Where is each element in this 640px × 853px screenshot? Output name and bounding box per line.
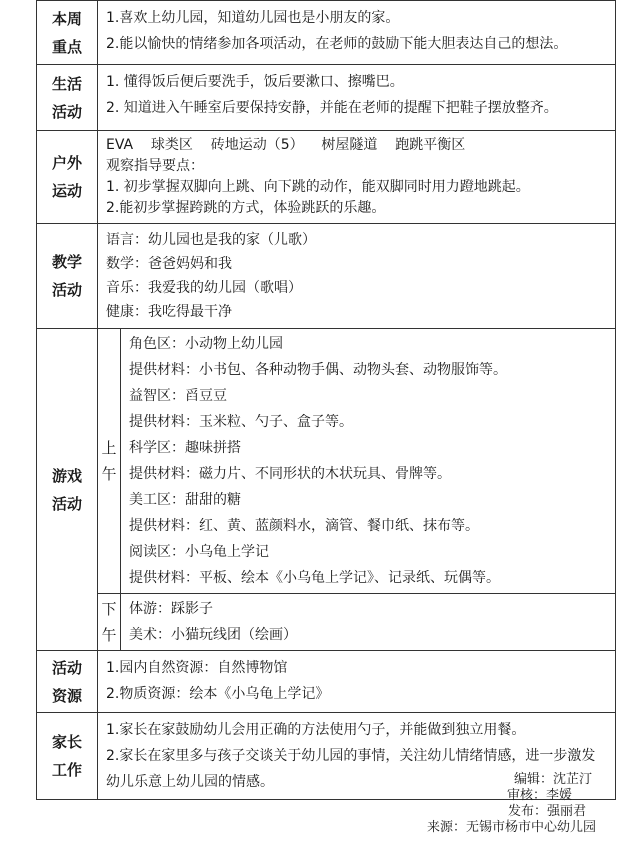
- morning-line: 美工区：甜甜的糖: [129, 492, 241, 508]
- label-afternoon: 下 午: [98, 594, 121, 651]
- credits-footer: [427, 772, 596, 836]
- afternoon-line: 美术：小猫玩线团（绘画）: [129, 627, 297, 643]
- morning-line: 科学区：趣味拼搭: [129, 440, 241, 456]
- content-afternoon: [121, 594, 616, 651]
- row-weekly-focus: [37, 1, 616, 65]
- row-teaching-activity: [37, 224, 616, 329]
- teaching-line: 健康：我吃得最干净: [106, 304, 232, 320]
- label-teaching-activity: 教学 活动: [37, 224, 98, 329]
- resources-line: 1.园内自然资源：自然博物馆: [106, 660, 288, 676]
- publisher-credit: 发布：强丽君: [507, 804, 586, 819]
- outdoor-line: 2.能初步掌握跨跳的方式，体验跳跃的乐趣。: [106, 200, 386, 216]
- label-life-activity: 生活 活动: [37, 65, 98, 131]
- morning-line: 阅读区：小乌龟上学记: [129, 544, 269, 560]
- row-outdoor-sports: [37, 131, 616, 224]
- parents-line: 2.家长在家里多与孩子交谈关于幼儿园的事情，关注幼儿情绪情感，进一步激发幼儿乐意上幼儿园的情感。: [106, 748, 596, 790]
- content-outdoor-sports: [98, 131, 616, 224]
- label-parent-work: 家长 工作: [37, 713, 98, 800]
- teaching-line: 音乐：我爱我的幼儿园（歌唱）: [106, 280, 302, 296]
- morning-line: 提供材料：磁力片、不同形状的木状玩具、骨牌等。: [129, 466, 451, 482]
- afternoon-line: 体游：踩影子: [129, 601, 213, 617]
- morning-line: 提供材料：玉米粒、勺子、盒子等。: [129, 414, 353, 430]
- label-activity-resources: 活动 资源: [37, 651, 98, 713]
- content-activity-resources: [98, 651, 616, 713]
- editor-credit: 编辑：沈芷汀: [513, 772, 592, 787]
- game-afternoon-row: [98, 594, 615, 651]
- reviewer-credit: 审核：李媛: [506, 788, 572, 803]
- game-subtable: [98, 329, 615, 650]
- morning-line: 提供材料：平板、绘本《小乌龟上学记》、记录纸、玩偶等。: [129, 570, 500, 586]
- outdoor-line: EVA 球类区 砖地运动（5） 树屋隧道 跑跳平衡区: [106, 137, 466, 153]
- content-morning: [121, 329, 616, 594]
- label-outdoor-sports: 户外 运动: [37, 131, 98, 224]
- label-game-activity: 游戏 活动: [37, 329, 98, 651]
- focus-line: 1.喜欢上幼儿园，知道幼儿园也是小朋友的家。: [106, 10, 400, 26]
- parents-line: 1.家长在家鼓励幼儿会用正确的方法使用勺子，并能做到独立用餐。: [106, 722, 526, 738]
- morning-line: 角色区：小动物上幼儿园: [129, 336, 283, 352]
- focus-line: 2.能以愉快的情绪参加各项活动，在老师的鼓励下能大胆表达自己的想法。: [106, 36, 568, 52]
- source-credit: 来源：无锡市杨市中心幼儿园: [426, 820, 596, 835]
- morning-line: 提供材料：红、黄、蓝颜料水，滴管、餐巾纸、抹布等。: [129, 518, 479, 534]
- content-life-activity: [98, 65, 616, 131]
- morning-line: 益智区：舀豆豆: [129, 388, 227, 404]
- outdoor-line: 1. 初步掌握双脚向上跳、向下跳的动作，能双脚同时用力蹬地跳起。: [106, 179, 530, 195]
- label-morning: 上 午: [98, 329, 121, 594]
- weekly-plan-table: [36, 0, 616, 800]
- content-weekly-focus: [98, 1, 616, 65]
- life-line: 2. 知道进入午睡室后要保持安静，并能在老师的提醒下把鞋子摆放整齐。: [106, 100, 558, 116]
- resources-line: 2.物质资源：绘本《小乌龟上学记》: [106, 686, 330, 702]
- content-teaching-activity: [98, 224, 616, 329]
- row-game-activity: [37, 329, 616, 651]
- outdoor-line: 观察指导要点：: [106, 158, 204, 174]
- life-line: 1. 懂得饭后便后要洗手，饭后要漱口、擦嘴巴。: [106, 74, 404, 90]
- game-morning-row: [98, 329, 615, 594]
- content-game-activity: [98, 329, 616, 651]
- row-life-activity: [37, 65, 616, 131]
- row-activity-resources: [37, 651, 616, 713]
- teaching-line: 数学：爸爸妈妈和我: [106, 256, 232, 272]
- label-weekly-focus: 本周 重点: [37, 1, 98, 65]
- teaching-line: 语言：幼儿园也是我的家（儿歌）: [106, 232, 316, 248]
- morning-line: 提供材料：小书包、各种动物手偶、动物头套、动物服饰等。: [129, 362, 507, 378]
